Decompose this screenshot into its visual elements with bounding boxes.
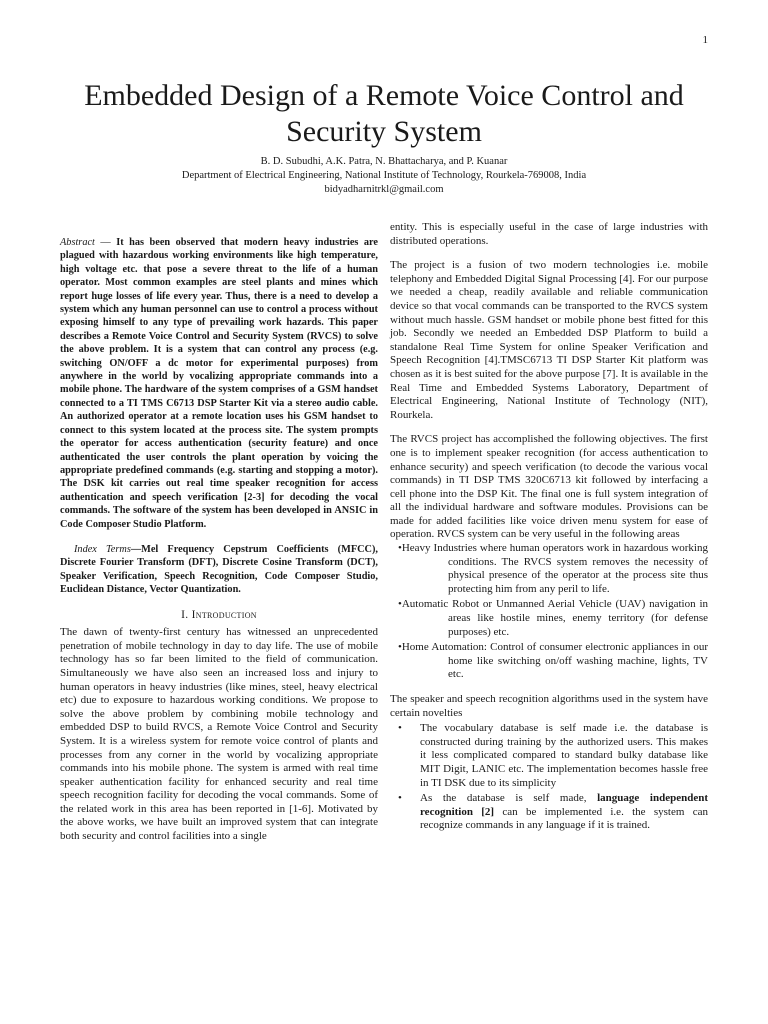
index-terms-lead: Index Terms <box>74 543 131 555</box>
author-names: B. D. Subudhi, A.K. Patra, N. Bhattacharya, and P. Kuanar <box>260 156 508 167</box>
page-number: 1 <box>702 34 708 46</box>
list-item: •Automatic Robot or Unmanned Aerial Vehicle (UAV) navigation in areas like hostile mines, enemy territory (for defense purposes) etc. <box>398 598 708 638</box>
right-column <box>390 221 708 835</box>
novelty-text: As the database is self made, <box>420 792 598 805</box>
abstract <box>60 236 378 531</box>
right-paragraph-4: The speaker and speech recognition algorithms used in the system have certain novelties <box>390 693 708 719</box>
right-paragraph-2: The project is a fusion of two modern technologies i.e. mobile telephony and Embedded Digital Signal Processing [4]. For our purpose we needed a cheap, readily available and reliable communication device so that vocal commands can be transported to the RVCS system without much hassle. GSM handset or mobile phone best fitted for this job. Secondly we needed an Embedded DSP Platform to build a standalone Real Time System for online Speaker Verification and Speech Recognition [4].TMSC6713 TI DSP Starter Kit platform was chosen as it is best suited for the above purpose [7]. It is available in the Real Time and Embedded Systems Laboratory, Department of Electrical Engineering, National Institute of Technology (NIT), Rourkela. <box>390 259 708 421</box>
intro-paragraph: The dawn of twenty-first century has witnessed an unprecedented penetration of mobile technology in day to day life. The use of mobile technology has so far been limited to the field of communication. Simultaneously we have also seen an increased loss and injury to human operators in heavy industries (like mines, steel, heavy electrical etc) due to exposure to hazardous working conditions. We propose to solve the above problem by combining mobile technology and embedded DSP to build RVCS, a Remote Voice Control and Security System. It is a wireless system for remote voice control of plants and processes from any corner in the world by vocalizing appropriate commands into his mobile phone. The system is armed with real time speaker authentication facility for enhanced security and real time speech recognition facility for decoding the vocal commands. Some of the related work in this area has been reported in [1-6]. Motivated by the above works, we have built an improved system that can integrate both security and control facilities into a single <box>60 626 378 843</box>
abstract-text: It has been observed that modern heavy industries are plagued with hazardous working environments like high temperature, high voltage etc. that pose a severe threat to the life of a human operator. Most common examples are steel plants and mines which report huge losses of life every year. Thus, there is a need to develop a system which any human personnel can use to control a process without exposing himself to any type of prevailing work hazards. This paper describes a Remote Voice Control and Security System (RVCS) to solve the above problem. It is a system that can control any process (e.g. switching ON/OFF a dc motor for experimental purposes) from anywhere in the world by vocalizing appropriate commands into a mobile phone. The hardware of the system comprises of a GSM handset connected to a TI TMS C6713 DSP Starter Kit via a stereo audio cable. An authorized operator at a remote location uses his GSM handset to connect to this system located at the process site. The system prompts the operator for access authentication (security feature) and once authenticated the user controls the plant operation by voicing the appropriate predefined commands (e.g. starting and stopping a motor). The DSK kit carries out real time speaker recognition for access authentication and speech verification [2-3] for decoding the vocal commands. The software of the system has been developed in ANSIC in Code Composer Studio Platform. <box>60 237 379 530</box>
list-item <box>390 792 708 833</box>
author-block <box>40 155 728 197</box>
bullet-icon: • <box>398 722 402 735</box>
author-email: bidyadharnitrkl@gmail.com <box>324 184 444 195</box>
novelty-text: The vocabulary database is self made i.e. the database is constructed during training by the authorized users. This makes it less complicated compared to standard bulky database like MIT Digit, LANIC etc. The implementation becomes hassle free in TI DSK due to its simplicity <box>420 722 708 789</box>
abstract-lead: Abstract <box>60 237 95 248</box>
abstract-dash: — <box>94 237 117 248</box>
list-item: •Home Automation: Control of consumer electronic appliances in our home like switching on/off washing machine, lights, TV etc. <box>398 641 708 681</box>
right-paragraph-1: entity. This is especially useful in the case of large industries with distributed operations. <box>390 221 708 247</box>
list-item <box>390 722 708 790</box>
index-terms-text: Mel Frequency Cepstrum Coefficients (MFCC), Discrete Fourier Transform (DFT), Discrete Cosine Transform (DCT), Speaker Verification, Speech Recognition, Code Composer Studio, Euclidean Distance, Vector Quantization. <box>60 543 378 596</box>
application-areas-list <box>390 542 708 682</box>
right-paragraph-3: The RVCS project has accomplished the following objectives. The first one is to implement speaker recognition (for access authentication to enhance security) and speech verification (to decode the various vocal commands) in TI DSP TMS 320C6713 kit followed by interfacing a cell phone into the DSP Kit. The final one is full system integration of all the individual hardware and software modules. Provisions can be made for added facilities like voice driven menu system for ease of operation. RVCS system can be very useful in the following areas <box>390 433 708 541</box>
left-column <box>60 236 378 855</box>
novelty-text-after: can be implemented i.e. the system can recognize commands in any language if it is trained. <box>420 805 708 832</box>
paper-title: Embedded Design of a Remote Voice Control and Security System <box>84 79 684 148</box>
section-title: Introduction <box>191 608 257 621</box>
section-number: I. <box>181 608 192 621</box>
novelties-list <box>390 722 708 833</box>
bullet-icon: • <box>398 792 402 805</box>
index-terms-dash: — <box>130 543 142 555</box>
section-heading-introduction <box>60 609 378 623</box>
novelty-bold-text: language independent recognition [2] <box>420 792 709 818</box>
list-item: •Heavy Industries where human operators work in hazardous working conditions. The RVCS system removes the necessity of physical presence of the operator at the process site thus protecting him from any peril to life. <box>398 542 708 595</box>
affiliation: Department of Electrical Engineering, National Institute of Technology, Rourkela-769008, India <box>181 170 587 181</box>
index-terms <box>60 543 378 597</box>
